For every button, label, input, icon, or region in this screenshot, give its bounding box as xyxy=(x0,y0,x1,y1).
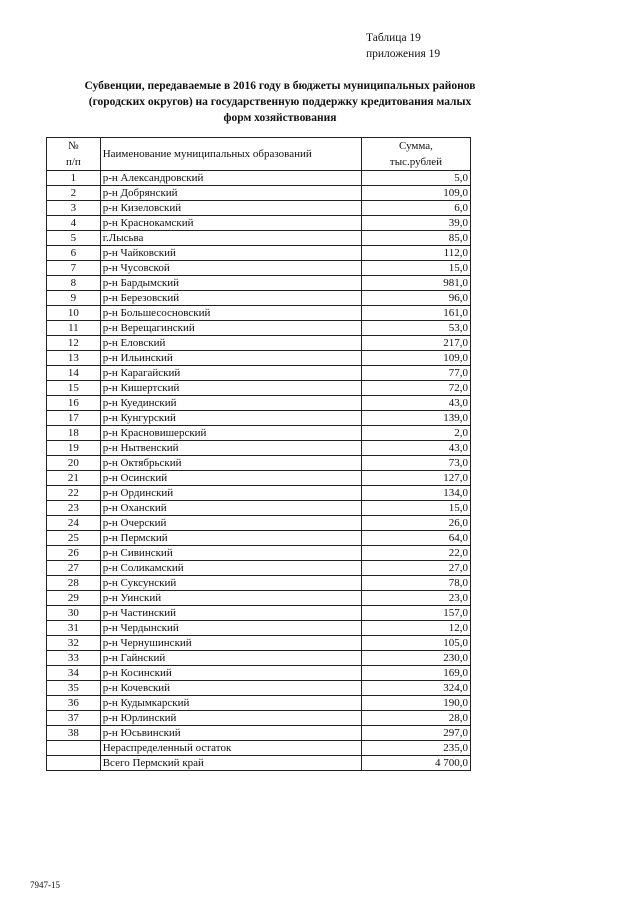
row-sum: 981,0 xyxy=(361,276,470,291)
row-name: р-н Кунгурский xyxy=(100,411,361,426)
row-sum: 15,0 xyxy=(361,261,470,276)
row-sum: 85,0 xyxy=(361,231,470,246)
row-name: р-н Косинский xyxy=(100,666,361,681)
table-row xyxy=(47,501,471,516)
row-name: р-н Уинский xyxy=(100,591,361,606)
row-name: р-н Куединский xyxy=(100,396,361,411)
row-name: р-н Сивинский xyxy=(100,546,361,561)
row-sum: 43,0 xyxy=(361,441,470,456)
row-name: р-н Бардымский xyxy=(100,276,361,291)
row-number: 34 xyxy=(47,666,101,681)
table-row xyxy=(47,561,471,576)
row-name: р-н Пермский xyxy=(100,531,361,546)
col-header-num xyxy=(47,138,101,171)
row-number: 28 xyxy=(47,576,101,591)
row-sum: 4 700,0 xyxy=(361,756,470,771)
row-name: р-н Частинский xyxy=(100,606,361,621)
col-header-sum-line1: Сумма, xyxy=(399,140,433,152)
table-row xyxy=(47,306,471,321)
table-row xyxy=(47,636,471,651)
table-row xyxy=(47,366,471,381)
row-name: р-н Соликамский xyxy=(100,561,361,576)
row-sum: 127,0 xyxy=(361,471,470,486)
row-sum: 5,0 xyxy=(361,171,470,186)
row-sum: 6,0 xyxy=(361,201,470,216)
row-number: 3 xyxy=(47,201,101,216)
table-row xyxy=(47,666,471,681)
row-name: р-н Осинский xyxy=(100,471,361,486)
row-sum: 217,0 xyxy=(361,336,470,351)
table-row xyxy=(47,486,471,501)
row-number: 26 xyxy=(47,546,101,561)
row-number: 35 xyxy=(47,681,101,696)
row-name: р-н Оханский xyxy=(100,501,361,516)
row-number: 24 xyxy=(47,516,101,531)
table-row xyxy=(47,171,471,186)
table-row xyxy=(47,546,471,561)
row-number: 14 xyxy=(47,366,101,381)
row-name: р-н Краснокамский xyxy=(100,216,361,231)
row-number: 27 xyxy=(47,561,101,576)
row-sum: 105,0 xyxy=(361,636,470,651)
row-sum: 53,0 xyxy=(361,321,470,336)
row-name: р-н Октябрьский xyxy=(100,456,361,471)
row-name: р-н Суксунский xyxy=(100,576,361,591)
table-row xyxy=(47,456,471,471)
row-number: 36 xyxy=(47,696,101,711)
row-name: р-н Чусовской xyxy=(100,261,361,276)
row-number xyxy=(47,756,101,771)
row-name: р-н Ординский xyxy=(100,486,361,501)
row-sum: 324,0 xyxy=(361,681,470,696)
row-number: 12 xyxy=(47,336,101,351)
row-sum: 139,0 xyxy=(361,411,470,426)
row-number: 6 xyxy=(47,246,101,261)
table-body xyxy=(47,171,471,771)
row-number: 38 xyxy=(47,726,101,741)
row-name: р-н Ильинский xyxy=(100,351,361,366)
row-name: р-н Гайнский xyxy=(100,651,361,666)
table-row xyxy=(47,681,471,696)
row-number: 13 xyxy=(47,351,101,366)
table-row xyxy=(47,726,471,741)
row-name: р-н Добрянский xyxy=(100,186,361,201)
row-sum: 64,0 xyxy=(361,531,470,546)
row-name: р-н Александровский xyxy=(100,171,361,186)
row-name: р-н Кишертский xyxy=(100,381,361,396)
table-row xyxy=(47,261,471,276)
table-row xyxy=(47,471,471,486)
row-number: 7 xyxy=(47,261,101,276)
row-sum: 23,0 xyxy=(361,591,470,606)
table-row xyxy=(47,606,471,621)
row-name: р-н Чайковский xyxy=(100,246,361,261)
table-row xyxy=(47,291,471,306)
table-row xyxy=(47,396,471,411)
row-number: 23 xyxy=(47,501,101,516)
row-number: 4 xyxy=(47,216,101,231)
row-number: 21 xyxy=(47,471,101,486)
row-number: 1 xyxy=(47,171,101,186)
row-number: 37 xyxy=(47,711,101,726)
doc-code: 7947-15 xyxy=(30,880,60,890)
row-number: 30 xyxy=(47,606,101,621)
row-sum: 22,0 xyxy=(361,546,470,561)
title-line2: (городских округов) на государственную поддержку кредитования малых xyxy=(88,96,472,108)
table-row xyxy=(47,321,471,336)
row-name: р-н Кизеловский xyxy=(100,201,361,216)
row-name: р-н Большесосновский xyxy=(100,306,361,321)
row-sum: 73,0 xyxy=(361,456,470,471)
table-row xyxy=(47,531,471,546)
row-name: р-н Очерский xyxy=(100,516,361,531)
table-header-row xyxy=(47,138,471,171)
row-name: р-н Нытвенский xyxy=(100,441,361,456)
table-row xyxy=(47,576,471,591)
row-sum: 190,0 xyxy=(361,696,470,711)
row-name: р-н Березовский xyxy=(100,291,361,306)
table-row xyxy=(47,381,471,396)
row-name: р-н Чердынский xyxy=(100,621,361,636)
table-row xyxy=(47,231,471,246)
row-name: р-н Красновишерский xyxy=(100,426,361,441)
row-sum: 2,0 xyxy=(361,426,470,441)
col-header-sum-line2: тыс.рублей xyxy=(389,156,443,168)
col-header-num-line1: № xyxy=(68,140,79,152)
row-number: 18 xyxy=(47,426,101,441)
table-row xyxy=(47,411,471,426)
row-sum: 77,0 xyxy=(361,366,470,381)
row-sum: 112,0 xyxy=(361,246,470,261)
row-name: р-н Кудымкарский xyxy=(100,696,361,711)
row-number: 11 xyxy=(47,321,101,336)
row-name: р-н Юсьвинский xyxy=(100,726,361,741)
row-sum: 230,0 xyxy=(361,651,470,666)
row-sum: 297,0 xyxy=(361,726,470,741)
col-header-sum xyxy=(361,138,470,171)
table-row xyxy=(47,201,471,216)
row-number: 33 xyxy=(47,651,101,666)
row-number xyxy=(47,741,101,756)
row-sum: 12,0 xyxy=(361,621,470,636)
row-name: р-н Еловский xyxy=(100,336,361,351)
row-number: 2 xyxy=(47,186,101,201)
row-name: Всего Пермский край xyxy=(100,756,361,771)
row-sum: 39,0 xyxy=(361,216,470,231)
row-sum: 109,0 xyxy=(361,351,470,366)
table-row xyxy=(47,621,471,636)
row-sum: 78,0 xyxy=(361,576,470,591)
row-number: 9 xyxy=(47,291,101,306)
row-name: р-н Верещагинский xyxy=(100,321,361,336)
table-row xyxy=(47,651,471,666)
table-row xyxy=(47,186,471,201)
table-row xyxy=(47,591,471,606)
table-row xyxy=(47,276,471,291)
row-name: р-н Кочевский xyxy=(100,681,361,696)
row-sum: 27,0 xyxy=(361,561,470,576)
col-header-name: Наименование муниципальных образований xyxy=(100,138,361,171)
row-sum: 134,0 xyxy=(361,486,470,501)
row-name: р-н Карагайский xyxy=(100,366,361,381)
col-header-num-line2: п/п xyxy=(65,156,81,168)
row-sum: 235,0 xyxy=(361,741,470,756)
table-row xyxy=(47,216,471,231)
row-number: 19 xyxy=(47,441,101,456)
row-sum: 15,0 xyxy=(361,501,470,516)
row-sum: 72,0 xyxy=(361,381,470,396)
table-row xyxy=(47,516,471,531)
row-number: 15 xyxy=(47,381,101,396)
row-name: г.Лысьва xyxy=(100,231,361,246)
row-number: 31 xyxy=(47,621,101,636)
table-row xyxy=(47,696,471,711)
row-number: 29 xyxy=(47,591,101,606)
row-sum: 96,0 xyxy=(361,291,470,306)
title-line1: Субвенции, передаваемые в 2016 году в бюджеты муниципальных районов xyxy=(84,80,476,92)
row-name: р-н Чернушинский xyxy=(100,636,361,651)
row-sum: 26,0 xyxy=(361,516,470,531)
row-number: 8 xyxy=(47,276,101,291)
row-sum: 169,0 xyxy=(361,666,470,681)
table-ref-line2: приложения 19 xyxy=(366,48,441,60)
table-row xyxy=(47,426,471,441)
row-sum: 28,0 xyxy=(361,711,470,726)
row-number: 22 xyxy=(47,486,101,501)
table-row xyxy=(47,756,471,771)
table-reference xyxy=(366,30,440,62)
row-number: 20 xyxy=(47,456,101,471)
title-line3: форм хозяйствования xyxy=(223,112,337,124)
row-name: р-н Юрлинский xyxy=(100,711,361,726)
table-row xyxy=(47,336,471,351)
row-number: 32 xyxy=(47,636,101,651)
row-sum: 43,0 xyxy=(361,396,470,411)
row-number: 17 xyxy=(47,411,101,426)
row-number: 5 xyxy=(47,231,101,246)
row-sum: 161,0 xyxy=(361,306,470,321)
row-number: 25 xyxy=(47,531,101,546)
row-sum: 109,0 xyxy=(361,186,470,201)
table-row xyxy=(47,741,471,756)
table-row xyxy=(47,351,471,366)
table-row xyxy=(47,441,471,456)
row-number: 16 xyxy=(47,396,101,411)
table-row xyxy=(47,711,471,726)
row-number: 10 xyxy=(47,306,101,321)
row-sum: 157,0 xyxy=(361,606,470,621)
document-title xyxy=(50,78,510,126)
table-ref-line1: Таблица 19 xyxy=(366,32,421,44)
row-name: Нераспределенный остаток xyxy=(100,741,361,756)
table-row xyxy=(47,246,471,261)
subsidies-table xyxy=(46,137,471,771)
